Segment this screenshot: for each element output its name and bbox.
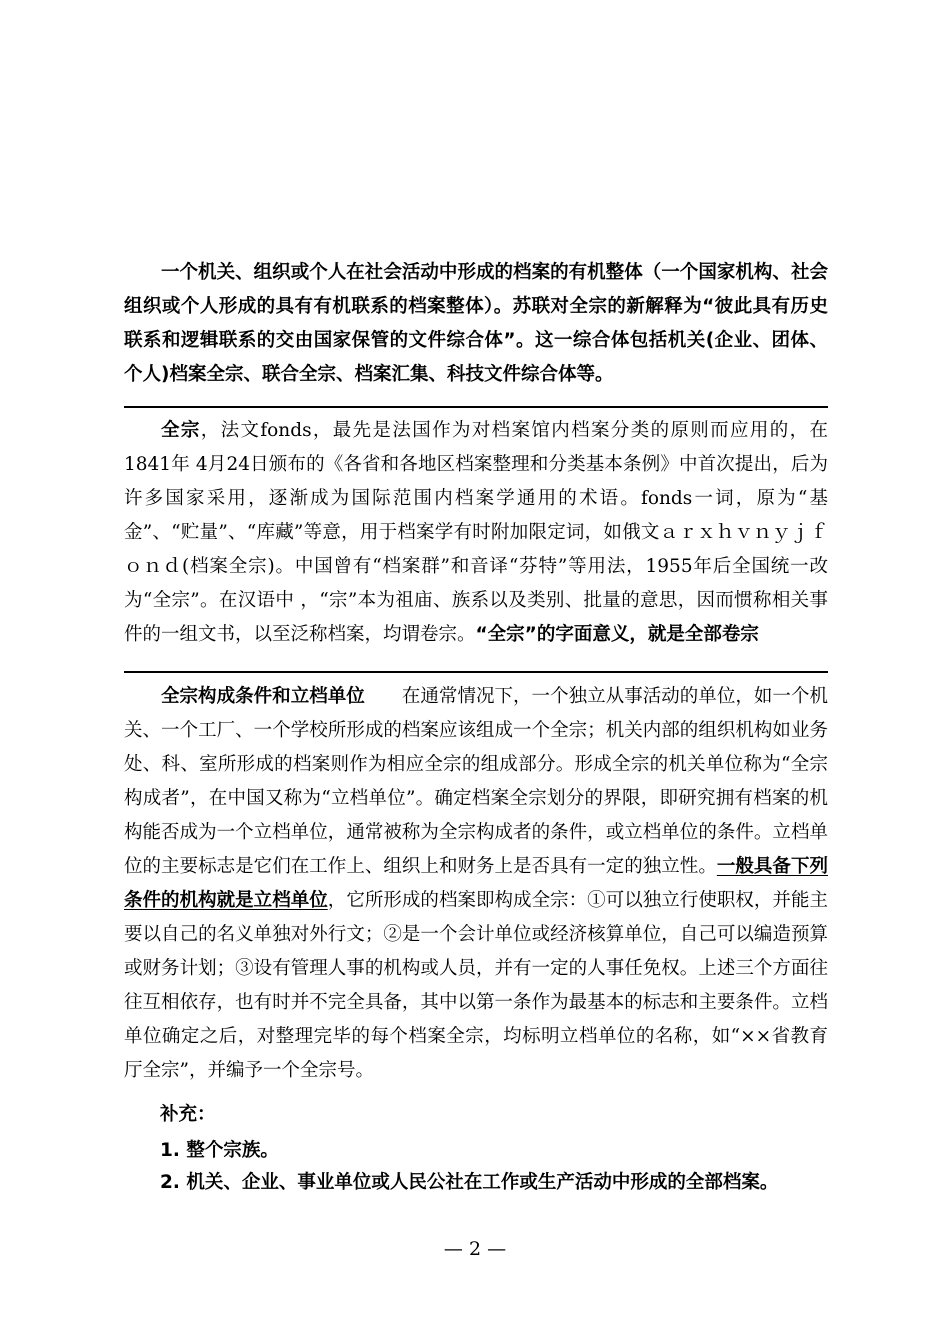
- supplement-item-2: 2. 机关、企业、事业单位或人民公社在工作或生产活动中形成的全部档案。: [160, 1172, 779, 1193]
- fonds-lead-term: 全宗: [161, 420, 201, 441]
- section-divider-2: [124, 671, 828, 673]
- conditions-paragraph: [124, 680, 828, 1088]
- conditions-underlined-sentence: 一般具备下列条件的机构就是立档单位: [124, 856, 828, 911]
- fonds-literal-meaning: “全宗”的字面意义，就是全部卷宗: [475, 624, 759, 645]
- fonds-paragraph: [124, 414, 828, 652]
- conditions-body-1: 在通常情况下，一个独立从事活动的单位，如一个机关、一个工厂、一个学校所形成的档案应该组成一个全宗；机关内部的组织机构如业务处、科、室所形成的档案则作为相应全宗的组成部分。形成全宗的机关单位称为“全宗构成者”，在中国又称为“立档单位”。确定档案全宗划分的界限，即研究拥有档案的机构能否成为一个立档单位，通常被称为全宗构成者的条件，或立档单位的条件。立档单位的主要标志是它们在工作上、组织上和财务上是否具有一定的独立性。: [124, 686, 828, 877]
- supplement-title: 补充：: [160, 1104, 216, 1125]
- conditions-body-2: ，它所形成的档案即构成全宗：①可以独立行使职权，并能主要以自己的名义单独对外行文；②是一个会计单位或经济核算单位，自己可以编造预算或财务计划；③设有管理人事的机构或人员，并有一定的人事任免权。上述三个方面往往互相依存，也有时并不完全具备，其中以第一条作为最基本的标志和主要条件。立档单位确定之后，对整理完毕的每个档案全宗，均标明立档单位的名称，如“××省教育厅全宗”，并编予一个全宗号。: [124, 890, 828, 1081]
- definition-text: 一个机关、组织或个人在社会活动中形成的档案的有机整体（一个国家机构、社会组织或个人形成的具有有机联系的档案整体）。苏联对全宗的新解释为“彼此具有历史联系和逻辑联系的交由国家保管的文件综合体”。这一综合体包括机关(企业、团体、个人)档案全宗、联合全宗、档案汇集、科技文件综合体等。: [124, 262, 828, 385]
- fonds-body-text: ，法文fonds，最先是法国作为对档案馆内档案分类的原则而应用的，在1841年 4月24日颁布的《各省和各地区档案整理和分类基本条例》中首次提出，后为许多国家采用，逐渐成为国际范围内档案学通用的术语。fonds一词，原为“基金”、“贮量”、“库藏”等意，用于档案学有时附加限定词，如俄文ａｒｘｈｖｎｙｊｆｏｎｄ(档案全宗)。中国曾有“档案群”和音译“芬特”等用法，1955年后全国统一改为“全宗”。在汉语中 ，“宗”本为祖庙、族系以及类别、批量的意思，因而惯称相关事件的一组文书，以至泛称档案，均谓卷宗。: [124, 420, 828, 645]
- page-number: — 2 —: [443, 1238, 507, 1260]
- conditions-heading: 全宗构成条件和立档单位: [161, 686, 365, 707]
- section-divider-1: [124, 406, 828, 408]
- definition-paragraph: [124, 256, 828, 392]
- supplement-item-1: 1. 整个宗族。: [160, 1140, 279, 1161]
